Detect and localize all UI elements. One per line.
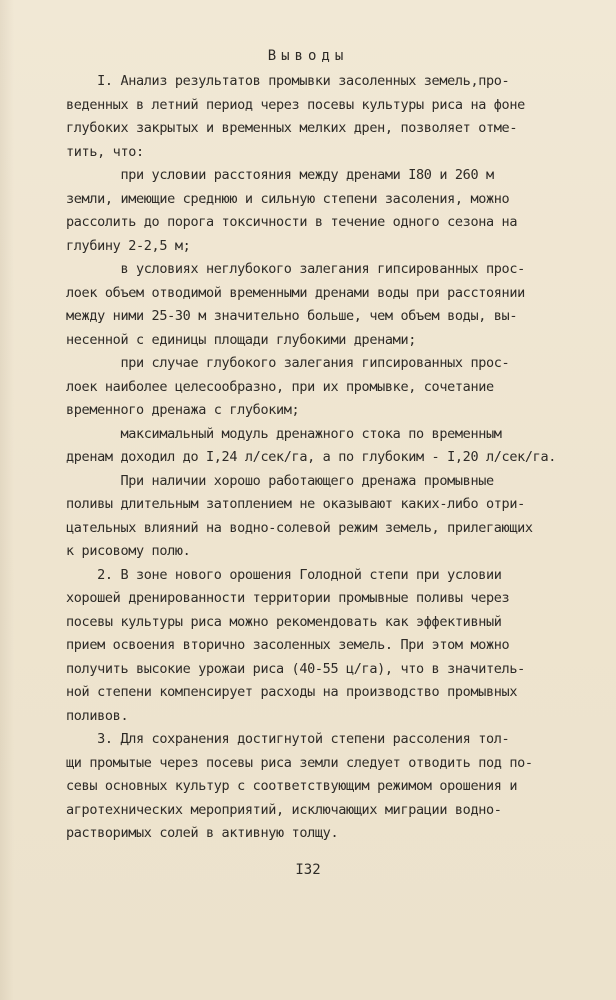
text-line: между ними 25-30 м значительно больше, чем объем воды, вы- — [66, 308, 518, 324]
text-line: лоек наиболее целесообразно, при их промывке, сочетание — [66, 378, 494, 395]
text-line: лоек объем отводимой временными дренами воды при расстоянии — [66, 284, 525, 301]
text-line: 3. Для сохранения достигнутой степени рассоления тол- — [66, 731, 510, 747]
text-line: несенной с единицы площади глубокими дренами; — [66, 331, 416, 348]
page-number: I32 — [295, 862, 321, 878]
text-line: максимальный модуль дренажного стока по временным — [66, 425, 502, 442]
text-line: I. Анализ результатов промывки засоленных земель,про- — [66, 73, 510, 89]
text-line: При наличии хорошо работающего дренажа промывные — [66, 472, 494, 489]
text-line: севы основных культур с соответствующим режимом орошения и — [66, 778, 518, 794]
text-line: земли, имеющие среднюю и сильную степени засоления, можно — [66, 190, 510, 207]
text-line: цательных влияний на водно-солевой режим земель, прилегающих — [66, 519, 533, 536]
text-line: поливы длительным затоплением не оказывают каких-либо отри- — [66, 496, 525, 512]
text-line: 2. В зоне нового орошения Голодной степи при условии — [66, 566, 502, 583]
text-line: дренам доходил до I,24 л/сек/га, а по глубоким - I,20 л/сек/га. — [66, 449, 556, 465]
text-line: веденных в летний период через посевы культуры риса на фоне — [66, 96, 525, 113]
text-line: агротехнических мероприятий, исключающих миграции водно- — [66, 801, 502, 818]
text-line: в условиях неглубокого залегания гипсированных прос- — [66, 261, 525, 277]
text-line: ной степени компенсирует расходы на производство промывных — [66, 684, 518, 700]
text-line: временного дренажа с глубоким; — [66, 402, 300, 418]
text-line: поливов. — [66, 707, 129, 724]
text-line: прием освоения вторично засоленных земель. При этом можно — [66, 637, 510, 653]
text-line: растворимых солей в активную толщу. — [66, 825, 339, 841]
page-title: Выводы — [267, 48, 349, 64]
text-line: щи промытые через посевы риса земли следует отводить под по- — [66, 754, 533, 771]
text-line: к рисовому полю. — [66, 543, 191, 559]
document-body — [66, 70, 586, 846]
text-line: тить, что: — [66, 143, 144, 160]
text-line: при случае глубокого залегания гипсированных прос- — [66, 355, 510, 371]
text-line: посевы культуры риса можно рекомендовать как эффективный — [66, 613, 502, 630]
text-line: глубину 2-2,5 м; — [66, 237, 191, 254]
text-line: при условии расстояния между дренами I80 и 260 м — [66, 167, 494, 183]
text-line: хорошей дренированности территории промывные поливы через — [66, 590, 510, 606]
text-line: получить высокие урожаи риса (40-55 ц/га), что в значитель- — [66, 660, 525, 677]
text-line: рассолить до порога токсичности в течение одного сезона на — [66, 214, 518, 230]
text-line: глубоких закрытых и временных мелких дрен, позволяет отме- — [66, 120, 518, 136]
